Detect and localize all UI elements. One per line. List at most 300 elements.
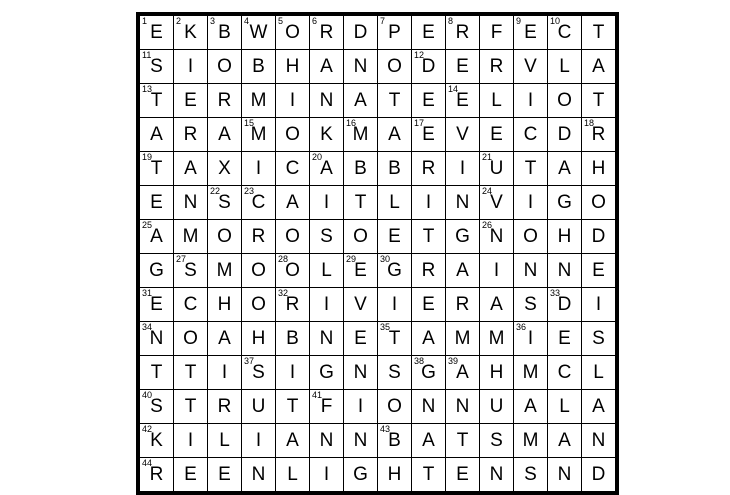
crossword-cell[interactable] xyxy=(582,118,618,152)
cell-letter: I xyxy=(357,396,364,417)
crossword-cell[interactable] xyxy=(480,14,514,50)
crossword-cell[interactable] xyxy=(548,84,582,118)
crossword-cell[interactable] xyxy=(548,152,582,186)
crossword-cell[interactable] xyxy=(310,458,344,494)
crossword-cell[interactable] xyxy=(276,118,310,152)
cell-letter: S xyxy=(524,294,537,315)
crossword-cell[interactable] xyxy=(208,186,242,220)
cell-letter: T xyxy=(524,158,537,179)
crossword-cell[interactable] xyxy=(446,390,480,424)
cell-letter: P xyxy=(388,22,401,43)
crossword-cell[interactable] xyxy=(582,152,618,186)
crossword-cell[interactable] xyxy=(582,14,618,50)
crossword-cell[interactable] xyxy=(344,322,378,356)
crossword-cell[interactable] xyxy=(412,356,446,390)
crossword-cell[interactable] xyxy=(412,288,446,322)
crossword-cell[interactable] xyxy=(412,220,446,254)
crossword-cell[interactable] xyxy=(548,288,582,322)
crossword-cell[interactable] xyxy=(378,50,412,84)
crossword-cell[interactable] xyxy=(174,254,208,288)
crossword-cell[interactable] xyxy=(208,356,242,390)
crossword-cell[interactable] xyxy=(138,254,174,288)
cell-letter: S xyxy=(218,192,231,213)
crossword-cell[interactable] xyxy=(446,220,480,254)
crossword-cell[interactable] xyxy=(276,186,310,220)
crossword-cell[interactable] xyxy=(138,186,174,220)
crossword-cell[interactable] xyxy=(514,322,548,356)
crossword-cell[interactable] xyxy=(344,356,378,390)
crossword-cell[interactable] xyxy=(138,322,174,356)
crossword-cell[interactable] xyxy=(412,254,446,288)
cell-letter: E xyxy=(524,22,537,43)
crossword-cell[interactable] xyxy=(276,356,310,390)
crossword-row xyxy=(138,254,617,288)
crossword-cell[interactable] xyxy=(242,220,276,254)
crossword-cell[interactable] xyxy=(208,322,242,356)
crossword-cell[interactable] xyxy=(276,458,310,494)
crossword-cell[interactable] xyxy=(344,288,378,322)
cell-letter: T xyxy=(150,90,163,111)
crossword-cell[interactable] xyxy=(344,152,378,186)
crossword-cell[interactable] xyxy=(514,152,548,186)
crossword-cell[interactable] xyxy=(480,84,514,118)
crossword-cell[interactable] xyxy=(310,288,344,322)
crossword-cell[interactable] xyxy=(344,254,378,288)
crossword-cell[interactable] xyxy=(242,424,276,458)
crossword-cell[interactable] xyxy=(138,390,174,424)
cell-letter: T xyxy=(184,396,197,417)
crossword-cell[interactable] xyxy=(480,50,514,84)
crossword-cell[interactable] xyxy=(310,84,344,118)
cell-letter: O xyxy=(387,396,402,417)
cell-number: 10 xyxy=(550,16,561,26)
cell-letter: E xyxy=(456,56,469,77)
crossword-cell[interactable] xyxy=(310,254,344,288)
crossword-cell[interactable] xyxy=(138,152,174,186)
crossword-cell[interactable] xyxy=(174,118,208,152)
crossword-cell[interactable] xyxy=(208,152,242,186)
cell-letter: C xyxy=(183,294,198,315)
cell-number: 15 xyxy=(244,118,255,128)
crossword-cell[interactable] xyxy=(344,118,378,152)
cell-letter: N xyxy=(557,464,572,485)
crossword-cell[interactable] xyxy=(276,152,310,186)
crossword-cell[interactable] xyxy=(378,322,412,356)
crossword-row xyxy=(138,186,617,220)
cell-letter: L xyxy=(593,362,604,383)
crossword-cell[interactable] xyxy=(276,84,310,118)
crossword-cell[interactable] xyxy=(138,84,174,118)
crossword-cell[interactable] xyxy=(548,186,582,220)
cell-letter: D xyxy=(591,226,606,247)
crossword-cell[interactable] xyxy=(548,118,582,152)
crossword-cell[interactable] xyxy=(378,84,412,118)
cell-number: 22 xyxy=(210,186,221,196)
crossword-cell[interactable] xyxy=(480,322,514,356)
crossword-cell[interactable] xyxy=(276,424,310,458)
cell-letter: M xyxy=(522,430,539,451)
cell-letter: I xyxy=(527,192,534,213)
cell-letter: E xyxy=(422,90,435,111)
cell-letter: N xyxy=(353,56,368,77)
cell-letter: O xyxy=(183,328,198,349)
crossword-cell[interactable] xyxy=(138,356,174,390)
cell-letter: M xyxy=(488,328,505,349)
crossword-cell[interactable] xyxy=(412,390,446,424)
crossword-cell[interactable] xyxy=(276,220,310,254)
crossword-cell[interactable] xyxy=(548,390,582,424)
crossword-cell[interactable] xyxy=(344,390,378,424)
cell-number: 4 xyxy=(244,16,250,26)
crossword-cell[interactable] xyxy=(138,50,174,84)
crossword-cell[interactable] xyxy=(514,84,548,118)
crossword-cell[interactable] xyxy=(514,14,548,50)
crossword-cell[interactable] xyxy=(446,84,480,118)
crossword-cell[interactable] xyxy=(242,118,276,152)
crossword-cell[interactable] xyxy=(582,220,618,254)
crossword-cell[interactable] xyxy=(242,152,276,186)
crossword-cell[interactable] xyxy=(514,50,548,84)
crossword-cell[interactable] xyxy=(514,220,548,254)
cell-letter: O xyxy=(217,56,232,77)
crossword-cell[interactable] xyxy=(378,152,412,186)
crossword-cell[interactable] xyxy=(138,14,174,50)
crossword-cell[interactable] xyxy=(514,390,548,424)
crossword-cell[interactable] xyxy=(582,254,618,288)
crossword-cell[interactable] xyxy=(582,186,618,220)
cell-letter: S xyxy=(320,226,333,247)
crossword-cell[interactable] xyxy=(446,50,480,84)
crossword-cell[interactable] xyxy=(310,186,344,220)
cell-number: 38 xyxy=(414,356,425,366)
crossword-cell[interactable] xyxy=(344,424,378,458)
crossword-cell[interactable] xyxy=(310,118,344,152)
crossword-cell[interactable] xyxy=(208,458,242,494)
crossword-cell[interactable] xyxy=(310,14,344,50)
crossword-cell[interactable] xyxy=(174,390,208,424)
cell-letter: L xyxy=(287,464,298,485)
crossword-cell[interactable] xyxy=(480,424,514,458)
cell-letter: G xyxy=(455,226,470,247)
cell-letter: R xyxy=(217,90,232,111)
crossword-cell[interactable] xyxy=(242,458,276,494)
crossword-cell[interactable] xyxy=(514,288,548,322)
crossword-cell[interactable] xyxy=(378,424,412,458)
crossword-cell[interactable] xyxy=(208,50,242,84)
crossword-cell[interactable] xyxy=(344,14,378,50)
crossword-cell[interactable] xyxy=(174,152,208,186)
crossword-cell[interactable] xyxy=(514,254,548,288)
crossword-cell[interactable] xyxy=(310,356,344,390)
crossword-cell[interactable] xyxy=(514,186,548,220)
crossword-cell[interactable] xyxy=(548,50,582,84)
crossword-cell[interactable] xyxy=(480,288,514,322)
crossword-cell[interactable] xyxy=(276,288,310,322)
crossword-cell[interactable] xyxy=(480,152,514,186)
cell-number: 27 xyxy=(176,254,187,264)
crossword-cell[interactable] xyxy=(446,424,480,458)
cell-letter: R xyxy=(217,396,232,417)
cell-letter: T xyxy=(150,158,163,179)
cell-number: 23 xyxy=(244,186,255,196)
crossword-cell[interactable] xyxy=(208,118,242,152)
crossword-cell[interactable] xyxy=(514,118,548,152)
crossword-cell[interactable] xyxy=(174,14,208,50)
crossword-cell[interactable] xyxy=(548,424,582,458)
crossword-cell[interactable] xyxy=(310,220,344,254)
cell-number: 31 xyxy=(142,288,153,298)
crossword-cell[interactable] xyxy=(514,356,548,390)
crossword-cell[interactable] xyxy=(208,390,242,424)
crossword-cell[interactable] xyxy=(242,254,276,288)
crossword-cell[interactable] xyxy=(548,458,582,494)
cell-letter: N xyxy=(455,192,470,213)
crossword-cell[interactable] xyxy=(582,424,618,458)
crossword-cell[interactable] xyxy=(548,14,582,50)
cell-letter: E xyxy=(354,260,367,281)
crossword-cell[interactable] xyxy=(138,458,174,494)
crossword-cell[interactable] xyxy=(582,390,618,424)
cell-letter: U xyxy=(489,158,504,179)
crossword-cell[interactable] xyxy=(174,458,208,494)
cell-letter: A xyxy=(524,396,537,417)
cell-letter: B xyxy=(388,430,401,451)
crossword-cell[interactable] xyxy=(378,458,412,494)
crossword-cell[interactable] xyxy=(378,288,412,322)
crossword-cell[interactable] xyxy=(344,84,378,118)
crossword-cell[interactable] xyxy=(310,152,344,186)
cell-letter: H xyxy=(285,56,300,77)
crossword-cell[interactable] xyxy=(378,220,412,254)
cell-number: 30 xyxy=(380,254,391,264)
crossword-cell[interactable] xyxy=(276,254,310,288)
crossword-cell[interactable] xyxy=(446,118,480,152)
crossword-cell[interactable] xyxy=(138,288,174,322)
crossword-cell[interactable] xyxy=(412,14,446,50)
crossword-cell[interactable] xyxy=(208,424,242,458)
crossword-cell[interactable] xyxy=(276,390,310,424)
crossword-cell[interactable] xyxy=(310,390,344,424)
crossword-cell[interactable] xyxy=(276,50,310,84)
cell-letter: R xyxy=(285,294,300,315)
cell-letter: E xyxy=(558,328,571,349)
cell-letter: M xyxy=(250,90,267,111)
crossword-cell[interactable] xyxy=(480,220,514,254)
cell-letter: E xyxy=(422,294,435,315)
cell-number: 18 xyxy=(584,118,595,128)
crossword-cell[interactable] xyxy=(480,118,514,152)
cell-letter: S xyxy=(252,362,265,383)
crossword-cell[interactable] xyxy=(378,186,412,220)
crossword-row xyxy=(138,118,617,152)
cell-letter: D xyxy=(591,464,606,485)
crossword-cell[interactable] xyxy=(582,458,618,494)
cell-letter: V xyxy=(456,124,469,145)
cell-letter: I xyxy=(323,294,330,315)
cell-letter: K xyxy=(150,430,163,451)
crossword-cell[interactable] xyxy=(174,288,208,322)
cell-number: 8 xyxy=(448,16,454,26)
cell-letter: N xyxy=(523,260,538,281)
crossword-cell[interactable] xyxy=(242,50,276,84)
crossword-cell[interactable] xyxy=(310,322,344,356)
crossword-cell[interactable] xyxy=(310,50,344,84)
crossword-cell[interactable] xyxy=(174,322,208,356)
crossword-cell[interactable] xyxy=(174,186,208,220)
crossword-cell[interactable] xyxy=(174,84,208,118)
crossword-cell[interactable] xyxy=(582,356,618,390)
crossword-cell[interactable] xyxy=(242,14,276,50)
crossword-row xyxy=(138,50,617,84)
cell-letter: D xyxy=(421,56,436,77)
cell-letter: L xyxy=(491,90,502,111)
cell-letter: S xyxy=(150,396,163,417)
crossword-cell[interactable] xyxy=(208,254,242,288)
crossword-cell[interactable] xyxy=(582,50,618,84)
cell-number: 24 xyxy=(482,186,493,196)
crossword-cell[interactable] xyxy=(208,220,242,254)
cell-letter: C xyxy=(523,124,538,145)
cell-number: 14 xyxy=(448,84,459,94)
crossword-cell[interactable] xyxy=(208,84,242,118)
cell-letter: O xyxy=(557,90,572,111)
cell-number: 9 xyxy=(516,16,522,26)
crossword-cell[interactable] xyxy=(412,84,446,118)
cell-number: 3 xyxy=(210,16,216,26)
cell-letter: I xyxy=(323,464,330,485)
crossword-cell[interactable] xyxy=(208,14,242,50)
crossword-cell[interactable] xyxy=(378,254,412,288)
cell-letter: R xyxy=(149,464,164,485)
crossword-cell[interactable] xyxy=(138,424,174,458)
crossword-cell[interactable] xyxy=(138,118,174,152)
cell-letter: S xyxy=(150,56,163,77)
crossword-cell[interactable] xyxy=(582,84,618,118)
cell-number: 44 xyxy=(142,458,153,468)
crossword-cell[interactable] xyxy=(242,322,276,356)
cell-number: 6 xyxy=(312,16,318,26)
crossword-cell[interactable] xyxy=(344,50,378,84)
cell-letter: E xyxy=(184,90,197,111)
crossword-cell[interactable] xyxy=(412,322,446,356)
cell-letter: D xyxy=(353,22,368,43)
crossword-cell[interactable] xyxy=(242,390,276,424)
crossword-cell[interactable] xyxy=(446,356,480,390)
crossword-cell[interactable] xyxy=(242,84,276,118)
cell-letter: R xyxy=(421,260,436,281)
crossword-cell[interactable] xyxy=(548,254,582,288)
crossword-cell[interactable] xyxy=(242,186,276,220)
crossword-cell[interactable] xyxy=(174,356,208,390)
crossword-cell[interactable] xyxy=(174,220,208,254)
cell-letter: E xyxy=(150,192,163,213)
crossword-cell[interactable] xyxy=(480,390,514,424)
cell-letter: O xyxy=(353,226,368,247)
crossword-cell[interactable] xyxy=(480,356,514,390)
crossword-cell[interactable] xyxy=(344,458,378,494)
crossword-cell[interactable] xyxy=(310,424,344,458)
cell-letter: A xyxy=(558,158,571,179)
cell-letter: V xyxy=(524,56,537,77)
crossword-row xyxy=(138,288,617,322)
crossword-cell[interactable] xyxy=(480,458,514,494)
cell-letter: A xyxy=(150,124,163,145)
cell-number: 13 xyxy=(142,84,153,94)
crossword-cell[interactable] xyxy=(480,186,514,220)
crossword-cell[interactable] xyxy=(412,458,446,494)
cell-letter: S xyxy=(592,328,605,349)
cell-letter: N xyxy=(319,430,334,451)
cell-number: 42 xyxy=(142,424,153,434)
cell-letter: R xyxy=(319,22,334,43)
crossword-cell[interactable] xyxy=(446,14,480,50)
crossword-cell[interactable] xyxy=(582,322,618,356)
cell-letter: T xyxy=(388,90,401,111)
crossword-cell[interactable] xyxy=(344,220,378,254)
crossword-cell[interactable] xyxy=(174,50,208,84)
crossword-cell[interactable] xyxy=(548,322,582,356)
cell-letter: O xyxy=(523,226,538,247)
crossword-cell[interactable] xyxy=(480,254,514,288)
crossword-cell[interactable] xyxy=(344,186,378,220)
crossword-cell[interactable] xyxy=(446,254,480,288)
crossword-cell[interactable] xyxy=(412,152,446,186)
crossword-cell[interactable] xyxy=(276,322,310,356)
crossword-cell[interactable] xyxy=(514,424,548,458)
crossword-cell[interactable] xyxy=(174,424,208,458)
crossword-cell[interactable] xyxy=(242,288,276,322)
crossword-cell[interactable] xyxy=(514,458,548,494)
crossword-cell[interactable] xyxy=(378,390,412,424)
crossword-cell[interactable] xyxy=(548,356,582,390)
crossword-cell[interactable] xyxy=(242,356,276,390)
crossword-cell[interactable] xyxy=(446,186,480,220)
crossword-puzzle xyxy=(136,12,606,485)
crossword-cell[interactable] xyxy=(412,118,446,152)
crossword-cell[interactable] xyxy=(446,288,480,322)
crossword-cell[interactable] xyxy=(208,288,242,322)
crossword-row xyxy=(138,390,617,424)
cell-letter: T xyxy=(388,328,401,349)
crossword-cell[interactable] xyxy=(446,322,480,356)
cell-letter: A xyxy=(218,328,231,349)
cell-letter: I xyxy=(187,56,194,77)
crossword-cell[interactable] xyxy=(412,50,446,84)
cell-letter: V xyxy=(490,192,503,213)
cell-letter: O xyxy=(591,192,606,213)
crossword-cell[interactable] xyxy=(548,220,582,254)
cell-letter: H xyxy=(217,294,232,315)
cell-letter: S xyxy=(524,464,537,485)
crossword-cell[interactable] xyxy=(446,458,480,494)
crossword-cell[interactable] xyxy=(582,288,618,322)
cell-letter: A xyxy=(218,124,231,145)
cell-number: 17 xyxy=(414,118,425,128)
cell-letter: I xyxy=(289,90,296,111)
crossword-cell[interactable] xyxy=(378,14,412,50)
crossword-cell[interactable] xyxy=(378,118,412,152)
crossword-cell[interactable] xyxy=(378,356,412,390)
crossword-cell[interactable] xyxy=(138,220,174,254)
crossword-cell[interactable] xyxy=(276,14,310,50)
cell-letter: I xyxy=(255,430,262,451)
cell-letter: G xyxy=(319,362,334,383)
cell-letter: M xyxy=(182,226,199,247)
crossword-cell[interactable] xyxy=(412,186,446,220)
crossword-cell[interactable] xyxy=(412,424,446,458)
crossword-cell[interactable] xyxy=(446,152,480,186)
cell-letter: B xyxy=(218,22,231,43)
